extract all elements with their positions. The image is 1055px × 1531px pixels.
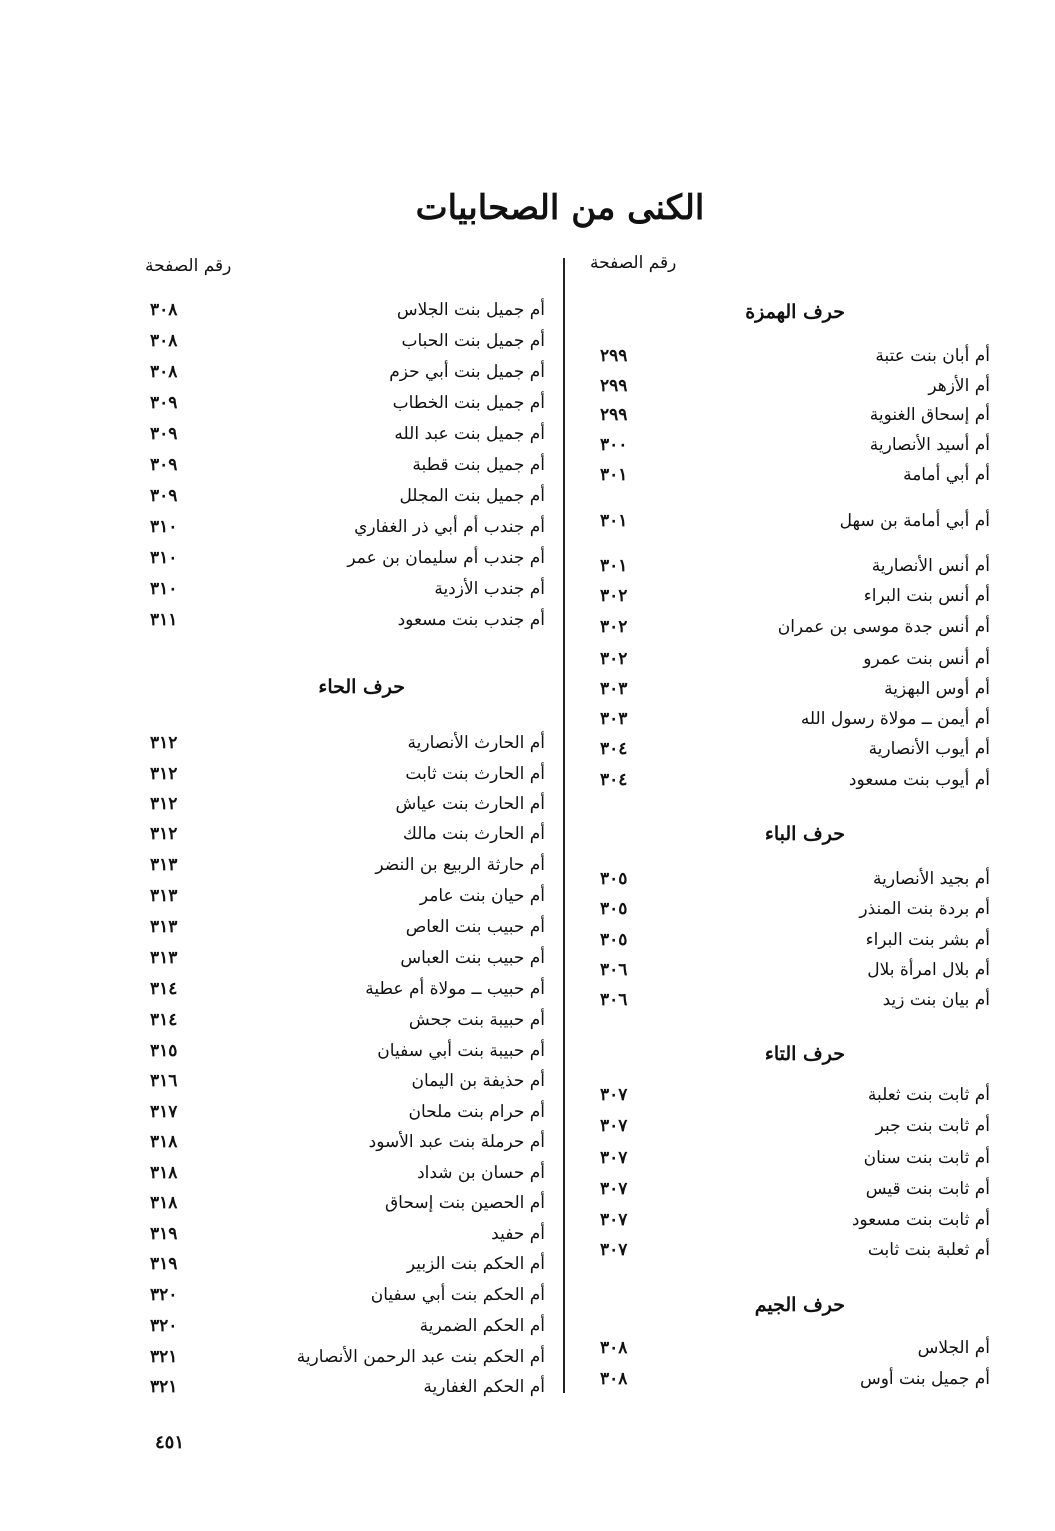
entry-name: أم جميل بنت المجلل — [399, 486, 545, 506]
entry-page: ٣١٤ — [150, 979, 178, 999]
entry-page: ٣١١ — [150, 610, 178, 630]
entry-name: أم أبي أمامة — [903, 465, 990, 485]
entry-page: ٣٠١ — [600, 511, 628, 531]
left-column — [140, 0, 545, 1531]
entry-page: ٣٢٠ — [150, 1316, 178, 1336]
entry-page: ٢٩٩ — [600, 376, 628, 396]
entry-page: ٣٠٩ — [150, 393, 178, 413]
entry-page: ٣٠٢ — [600, 649, 628, 669]
list-item — [140, 326, 545, 356]
entry-name: أم الحكم بنت أبي سفيان — [370, 1285, 545, 1305]
column-divider — [563, 258, 565, 1393]
column-label-left: رقم الصفحة — [145, 256, 232, 276]
entry-name: أم حسان بن شداد — [417, 1163, 545, 1183]
list-item — [570, 644, 990, 674]
list-item — [140, 974, 545, 1004]
list-item — [140, 850, 545, 880]
entry-name: أم الحصين بنت إسحاق — [384, 1193, 545, 1213]
list-item — [140, 543, 545, 573]
entry-page: ٣٠٩ — [150, 455, 178, 475]
list-item — [140, 481, 545, 511]
list-item — [570, 1143, 990, 1173]
entry-page: ٣٠١ — [600, 556, 628, 576]
entry-name: أم بلال امرأة بلال — [867, 960, 990, 980]
entry-page: ٣٠٢ — [600, 586, 628, 606]
entry-page: ٣٠٣ — [600, 679, 628, 699]
entry-name: أم جميل بنت الخطاب — [392, 393, 545, 413]
list-item — [570, 1111, 990, 1141]
entry-name: أم بشر بنت البراء — [865, 930, 990, 950]
list-item — [570, 734, 990, 764]
entry-name: أم أنس الأنصارية — [871, 556, 990, 576]
list-item — [140, 295, 545, 325]
entry-page: ٣١٩ — [150, 1254, 178, 1274]
entry-page: ٢٩٩ — [600, 346, 628, 366]
list-item — [140, 1127, 545, 1157]
entry-name: أم جندب أم أبي ذر الغفاري — [354, 517, 545, 537]
entry-name: أم الجلاس — [917, 1338, 990, 1358]
section-heading: حرف الجيم — [754, 1294, 845, 1316]
entry-page: ٣١٨ — [150, 1193, 178, 1213]
list-item — [570, 1364, 990, 1394]
list-item — [140, 1311, 545, 1341]
entry-name: أم جندب أم سليمان بن عمر — [347, 548, 545, 568]
list-item — [570, 1174, 990, 1204]
list-item — [570, 1333, 990, 1363]
list-item — [140, 1097, 545, 1127]
entry-name: أم حبيب ــ مولاة أم عطية — [365, 979, 545, 999]
entry-page: ٣٠٨ — [600, 1369, 628, 1389]
column-label-right: رقم الصفحة — [590, 253, 677, 273]
list-item — [140, 819, 545, 849]
entry-page: ٣٠٦ — [600, 960, 628, 980]
page-number: ٤٥١ — [155, 1432, 185, 1453]
entry-name: أم حبيب بنت العباس — [400, 948, 545, 968]
list-item — [140, 789, 545, 819]
entry-name: أم الحكم الغفارية — [423, 1377, 545, 1397]
section-heading: حرف الهمزة — [745, 301, 845, 323]
list-item — [140, 1280, 545, 1310]
entry-name: أم ثابت بنت جبر — [875, 1116, 990, 1136]
entry-name: أم الحكم بنت عبد الرحمن الأنصارية — [296, 1347, 545, 1367]
list-item — [140, 728, 545, 758]
list-item — [140, 512, 545, 542]
entry-page: ٣٠٤ — [600, 739, 628, 759]
entry-page: ٣١٠ — [150, 579, 178, 599]
entry-name: أم حرام بنت ملحان — [408, 1102, 545, 1122]
entry-page: ٣٠١ — [600, 465, 628, 485]
list-item — [570, 1235, 990, 1265]
list-item — [570, 371, 990, 401]
list-item — [570, 674, 990, 704]
list-item — [140, 1066, 545, 1096]
entry-name: أم أيوب الأنصارية — [868, 739, 990, 759]
list-item — [570, 925, 990, 955]
list-item — [140, 388, 545, 418]
entry-page: ٣١٨ — [150, 1163, 178, 1183]
list-item — [570, 894, 990, 924]
entry-name: أم جميل بنت أوس — [859, 1369, 990, 1389]
entry-name: أم أسيد الأنصارية — [869, 435, 990, 455]
entry-name: أم ثابت بنت قيس — [865, 1179, 990, 1199]
entry-page: ٣٠٧ — [600, 1210, 628, 1230]
entry-page: ٣٠٨ — [600, 1338, 628, 1358]
entry-page: ٣١٣ — [150, 855, 178, 875]
list-item — [570, 1205, 990, 1235]
list-item — [140, 912, 545, 942]
entry-page: ٣١٠ — [150, 548, 178, 568]
entry-name: أم جميل بنت أبي حزم — [389, 362, 545, 382]
entry-name: أم حفيد — [491, 1224, 545, 1244]
list-item — [140, 574, 545, 604]
entry-name: أم الحكم بنت الزبير — [406, 1254, 545, 1274]
entry-page: ٣٠٠ — [600, 435, 628, 455]
entry-name: أم بردة بنت المنذر — [859, 899, 990, 919]
entry-name: أم الحارث الأنصارية — [407, 733, 545, 753]
entry-name: أم الحارث بنت مالك — [402, 824, 545, 844]
entry-page: ٣١٠ — [150, 517, 178, 537]
entry-page: ٣٠٢ — [600, 617, 628, 637]
list-item — [140, 1372, 545, 1402]
list-item — [570, 460, 990, 490]
list-item — [140, 943, 545, 973]
entry-page: ٣٢١ — [150, 1347, 178, 1367]
entry-page: ٣٢١ — [150, 1377, 178, 1397]
entry-page: ٣١٣ — [150, 917, 178, 937]
list-item — [140, 1158, 545, 1188]
entry-name: أم ثابت بنت مسعود — [851, 1210, 990, 1230]
entry-name: أم جميل بنت الحباب — [401, 331, 545, 351]
list-item — [140, 1005, 545, 1035]
entry-page: ٣٠٩ — [150, 424, 178, 444]
entry-name: أم الحكم الضمرية — [419, 1316, 545, 1336]
entry-page: ٣٠٧ — [600, 1148, 628, 1168]
section-heading: حرف الحاء — [318, 676, 405, 698]
entry-page: ٣٢٠ — [150, 1285, 178, 1305]
entry-page: ٣٠٩ — [150, 486, 178, 506]
entry-name: أم جندب الأزدية — [434, 579, 545, 599]
list-item — [570, 1080, 990, 1110]
entry-name: أم أنس جدة موسى بن عمران — [777, 617, 990, 637]
entry-page: ٣٠٥ — [600, 899, 628, 919]
entry-page: ٣٠٨ — [150, 331, 178, 351]
list-item — [570, 864, 990, 894]
list-item — [140, 759, 545, 789]
section-heading: حرف التاء — [764, 1043, 845, 1065]
entry-name: أم أوس البهزية — [884, 679, 990, 699]
entry-page: ٣٠٣ — [600, 709, 628, 729]
list-item — [570, 612, 990, 642]
entry-name: أم جميل بنت قطبة — [412, 455, 545, 475]
list-item — [140, 450, 545, 480]
entry-page: ٣١٢ — [150, 764, 178, 784]
entry-page: ٣٠٧ — [600, 1085, 628, 1105]
list-item — [140, 605, 545, 635]
list-item — [570, 551, 990, 581]
entry-page: ٣١٤ — [150, 1010, 178, 1030]
list-item — [570, 581, 990, 611]
entry-page: ٣١٢ — [150, 733, 178, 753]
entry-name: أم أبان بنت عتبة — [875, 346, 990, 366]
entry-name: أم الأزهر — [928, 376, 990, 396]
entry-name: أم أيوب بنت مسعود — [848, 770, 990, 790]
entry-page: ٣٠٨ — [150, 300, 178, 320]
entry-name: أم بجيد الأنصارية — [873, 869, 990, 889]
list-item — [570, 430, 990, 460]
entry-name: أم جندب بنت مسعود — [397, 610, 545, 630]
list-item — [570, 704, 990, 734]
entry-page: ٣٠٥ — [600, 930, 628, 950]
entry-name: أم ثعلبة بنت ثابت — [867, 1240, 990, 1260]
entry-name: أم أنس بنت عمرو — [863, 649, 990, 669]
list-item — [570, 341, 990, 371]
list-item — [570, 985, 990, 1015]
entry-page: ٣٠٧ — [600, 1116, 628, 1136]
entry-name: أم حارثة الربيع بن النضر — [375, 855, 545, 875]
entry-name: أم جميل بنت عبد الله — [394, 424, 545, 444]
entry-page: ٣٠٤ — [600, 770, 628, 790]
entry-name: أم أنس بنت البراء — [863, 586, 990, 606]
entry-page: ٣١٨ — [150, 1132, 178, 1152]
entry-name: أم حرملة بنت عبد الأسود — [368, 1132, 545, 1152]
entry-page: ٣١٧ — [150, 1102, 178, 1122]
entry-page: ٣١٢ — [150, 824, 178, 844]
entry-name: أم إسحاق الغنوية — [869, 405, 990, 425]
entry-name: أم حذيفة بن اليمان — [411, 1071, 545, 1091]
entry-page: ٣١٣ — [150, 948, 178, 968]
entry-name: أم الحارث بنت عياش — [395, 794, 545, 814]
entry-page: ٣٠٥ — [600, 869, 628, 889]
entry-page: ٣١٦ — [150, 1071, 178, 1091]
entry-page: ٢٩٩ — [600, 405, 628, 425]
entry-name: أم حيان بنت عامر — [419, 886, 545, 906]
right-column — [570, 0, 990, 1531]
entry-page: ٣٠٦ — [600, 990, 628, 1010]
list-item — [140, 1342, 545, 1372]
list-item — [140, 881, 545, 911]
list-item — [140, 1188, 545, 1218]
list-item — [140, 1036, 545, 1066]
entry-page: ٣١٢ — [150, 794, 178, 814]
entry-name: أم ثابت بنت سنان — [863, 1148, 990, 1168]
entry-name: أم جميل بنت الجلاس — [396, 300, 545, 320]
entry-name: أم أبي أمامة بن سهل — [839, 511, 990, 531]
entry-page: ٣١٥ — [150, 1041, 178, 1061]
entry-name: أم حبيبة بنت أبي سفيان — [377, 1041, 545, 1061]
list-item — [570, 765, 990, 795]
entry-page: ٣١٣ — [150, 886, 178, 906]
entry-name: أم حبيبة بنت جحش — [408, 1010, 545, 1030]
entry-page: ٣١٩ — [150, 1224, 178, 1244]
entry-name: أم بيان بنت زيد — [882, 990, 990, 1010]
list-item — [140, 1219, 545, 1249]
entry-name: أم الحارث بنت ثابت — [405, 764, 545, 784]
entry-name: أم حبيب بنت العاص — [405, 917, 545, 937]
list-item — [570, 955, 990, 985]
entry-page: ٣٠٧ — [600, 1240, 628, 1260]
list-item — [570, 400, 990, 430]
entry-page: ٣٠٨ — [150, 362, 178, 382]
list-item — [570, 506, 990, 536]
list-item — [140, 419, 545, 449]
section-heading: حرف الباء — [764, 823, 845, 845]
entry-name: أم أيمن ــ مولاة رسول الله — [800, 709, 990, 729]
page-title: الكنى من الصحابيات — [415, 188, 705, 228]
entry-page: ٣٠٧ — [600, 1179, 628, 1199]
list-item — [140, 357, 545, 387]
list-item — [140, 1249, 545, 1279]
entry-name: أم ثابت بنت ثعلبة — [867, 1085, 990, 1105]
